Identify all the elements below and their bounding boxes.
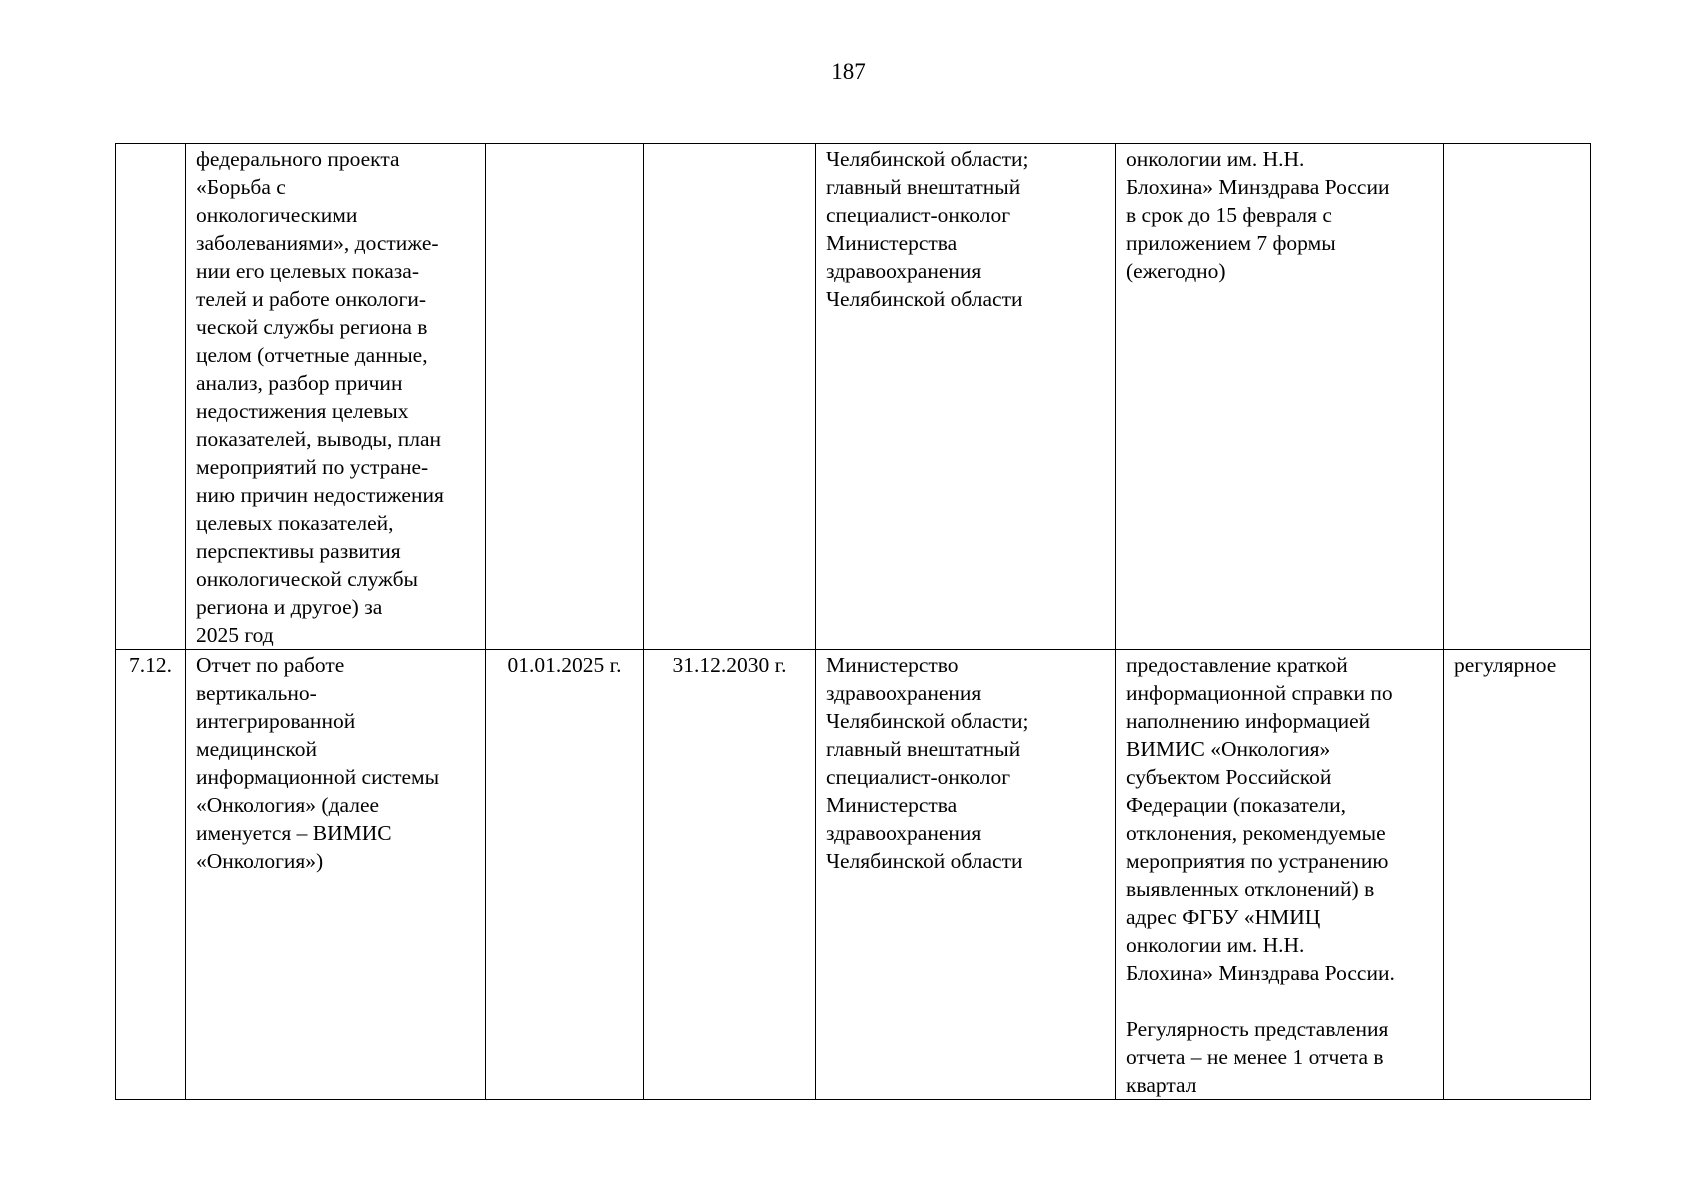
text-line: показателей, выводы, план bbox=[196, 427, 442, 451]
cell-number: 7.12. bbox=[116, 650, 186, 1100]
text-line: именуется – ВИМИС bbox=[196, 821, 392, 845]
text-line: телей и работе онкологи- bbox=[196, 287, 427, 311]
text-line: отчета – не менее 1 отчета в bbox=[1126, 1045, 1384, 1069]
text-line: адрес ФГБУ «НМИЦ bbox=[1126, 905, 1321, 929]
text-line: Министерства bbox=[826, 793, 958, 817]
text-line: Регулярность представления bbox=[1126, 1017, 1389, 1041]
text-line: субъектом Российской bbox=[1126, 765, 1332, 789]
text-line: Министерства bbox=[826, 231, 958, 255]
cell-title bbox=[186, 650, 486, 1100]
text-line: в срок до 15 февраля с bbox=[1126, 203, 1332, 227]
text-line: заболеваниями», достиже- bbox=[196, 231, 439, 255]
text-line: Блохина» Минздрава России. bbox=[1126, 961, 1395, 985]
text-line: «Онкология») bbox=[196, 849, 324, 873]
text-line: специалист-онколог bbox=[826, 203, 1011, 227]
text-line: онкологическими bbox=[196, 203, 358, 227]
text-line: Челябинской области bbox=[826, 287, 1023, 311]
text-line: Федерации (показатели, bbox=[1126, 793, 1347, 817]
cell-responsible bbox=[816, 650, 1116, 1100]
cell-start-date: 01.01.2025 г. bbox=[486, 650, 644, 1100]
text-line: онкологической службы bbox=[196, 567, 418, 591]
text-line: Министерство bbox=[826, 653, 959, 677]
page-number: 187 bbox=[831, 59, 866, 84]
text-line: 2025 год bbox=[196, 623, 274, 647]
text-line: «Онкология» (далее bbox=[196, 793, 380, 817]
text-line: Отчет по работе bbox=[196, 653, 345, 677]
text-line: главный внештатный bbox=[826, 737, 1021, 761]
text-line: здравоохранения bbox=[826, 681, 982, 705]
text-line: онкологии им. Н.Н. bbox=[1126, 933, 1305, 957]
cell-result bbox=[1116, 650, 1444, 1100]
text-line: приложением 7 формы bbox=[1126, 231, 1336, 255]
text-line: Челябинской области; bbox=[826, 709, 1029, 733]
text-line: «Борьба с bbox=[196, 175, 286, 199]
text-line: выявленных отклонений) в bbox=[1126, 877, 1375, 901]
text-line: главный внештатный bbox=[826, 175, 1021, 199]
text-line: информационной справки по bbox=[1126, 681, 1393, 705]
plan-table bbox=[115, 143, 1591, 1100]
text-line: вертикально- bbox=[196, 681, 317, 705]
cell-end-date: 31.12.2030 г. bbox=[644, 650, 816, 1100]
text-line: Челябинской области; bbox=[826, 147, 1029, 171]
text-line: медицинской bbox=[196, 737, 317, 761]
text-line: отклонения, рекомендуемые bbox=[1126, 821, 1386, 845]
cell-result bbox=[1116, 144, 1444, 650]
text-line: Блохина» Минздрава России bbox=[1126, 175, 1390, 199]
text-line: информационной системы bbox=[196, 765, 440, 789]
table-row-7-12 bbox=[116, 650, 1591, 1100]
text-line: наполнению информацией bbox=[1126, 709, 1371, 733]
paragraph-gap bbox=[1126, 987, 1435, 1015]
text-line: здравоохранения bbox=[826, 821, 982, 845]
text-line: федерального проекта bbox=[196, 147, 400, 171]
text-line: целевых показателей, bbox=[196, 511, 394, 535]
text-line: нию причин недостижения bbox=[196, 483, 444, 507]
text-line: недостижения целевых bbox=[196, 399, 409, 423]
cell-start-date bbox=[486, 144, 644, 650]
text-line: интегрированной bbox=[196, 709, 356, 733]
text-line: ВИМИС «Онкология» bbox=[1126, 737, 1331, 761]
text-line: онкологии им. Н.Н. bbox=[1126, 147, 1305, 171]
text-line: региона и другое) за bbox=[196, 595, 383, 619]
text-line: здравоохранения bbox=[826, 259, 982, 283]
text-line: квартал bbox=[1126, 1073, 1197, 1097]
text-line: предоставление краткой bbox=[1126, 653, 1348, 677]
table-row-continuation bbox=[116, 144, 1591, 650]
cell-end-date bbox=[644, 144, 816, 650]
text-line: мероприятий по устране- bbox=[196, 455, 429, 479]
text-line: (ежегодно) bbox=[1126, 259, 1226, 283]
text-line: анализ, разбор причин bbox=[196, 371, 403, 395]
text-line: ческой службы региона в bbox=[196, 315, 428, 339]
cell-type: регулярное bbox=[1444, 650, 1591, 1100]
text-line: перспективы развития bbox=[196, 539, 401, 563]
text-line: специалист-онколог bbox=[826, 765, 1011, 789]
cell-number bbox=[116, 144, 186, 650]
text-line: целом (отчетные данные, bbox=[196, 343, 428, 367]
text-line: мероприятия по устранению bbox=[1126, 849, 1389, 873]
cell-type bbox=[1444, 144, 1591, 650]
text-line: нии его целевых показа- bbox=[196, 259, 419, 283]
cell-title bbox=[186, 144, 486, 650]
text-line: Челябинской области bbox=[826, 849, 1023, 873]
cell-responsible bbox=[816, 144, 1116, 650]
